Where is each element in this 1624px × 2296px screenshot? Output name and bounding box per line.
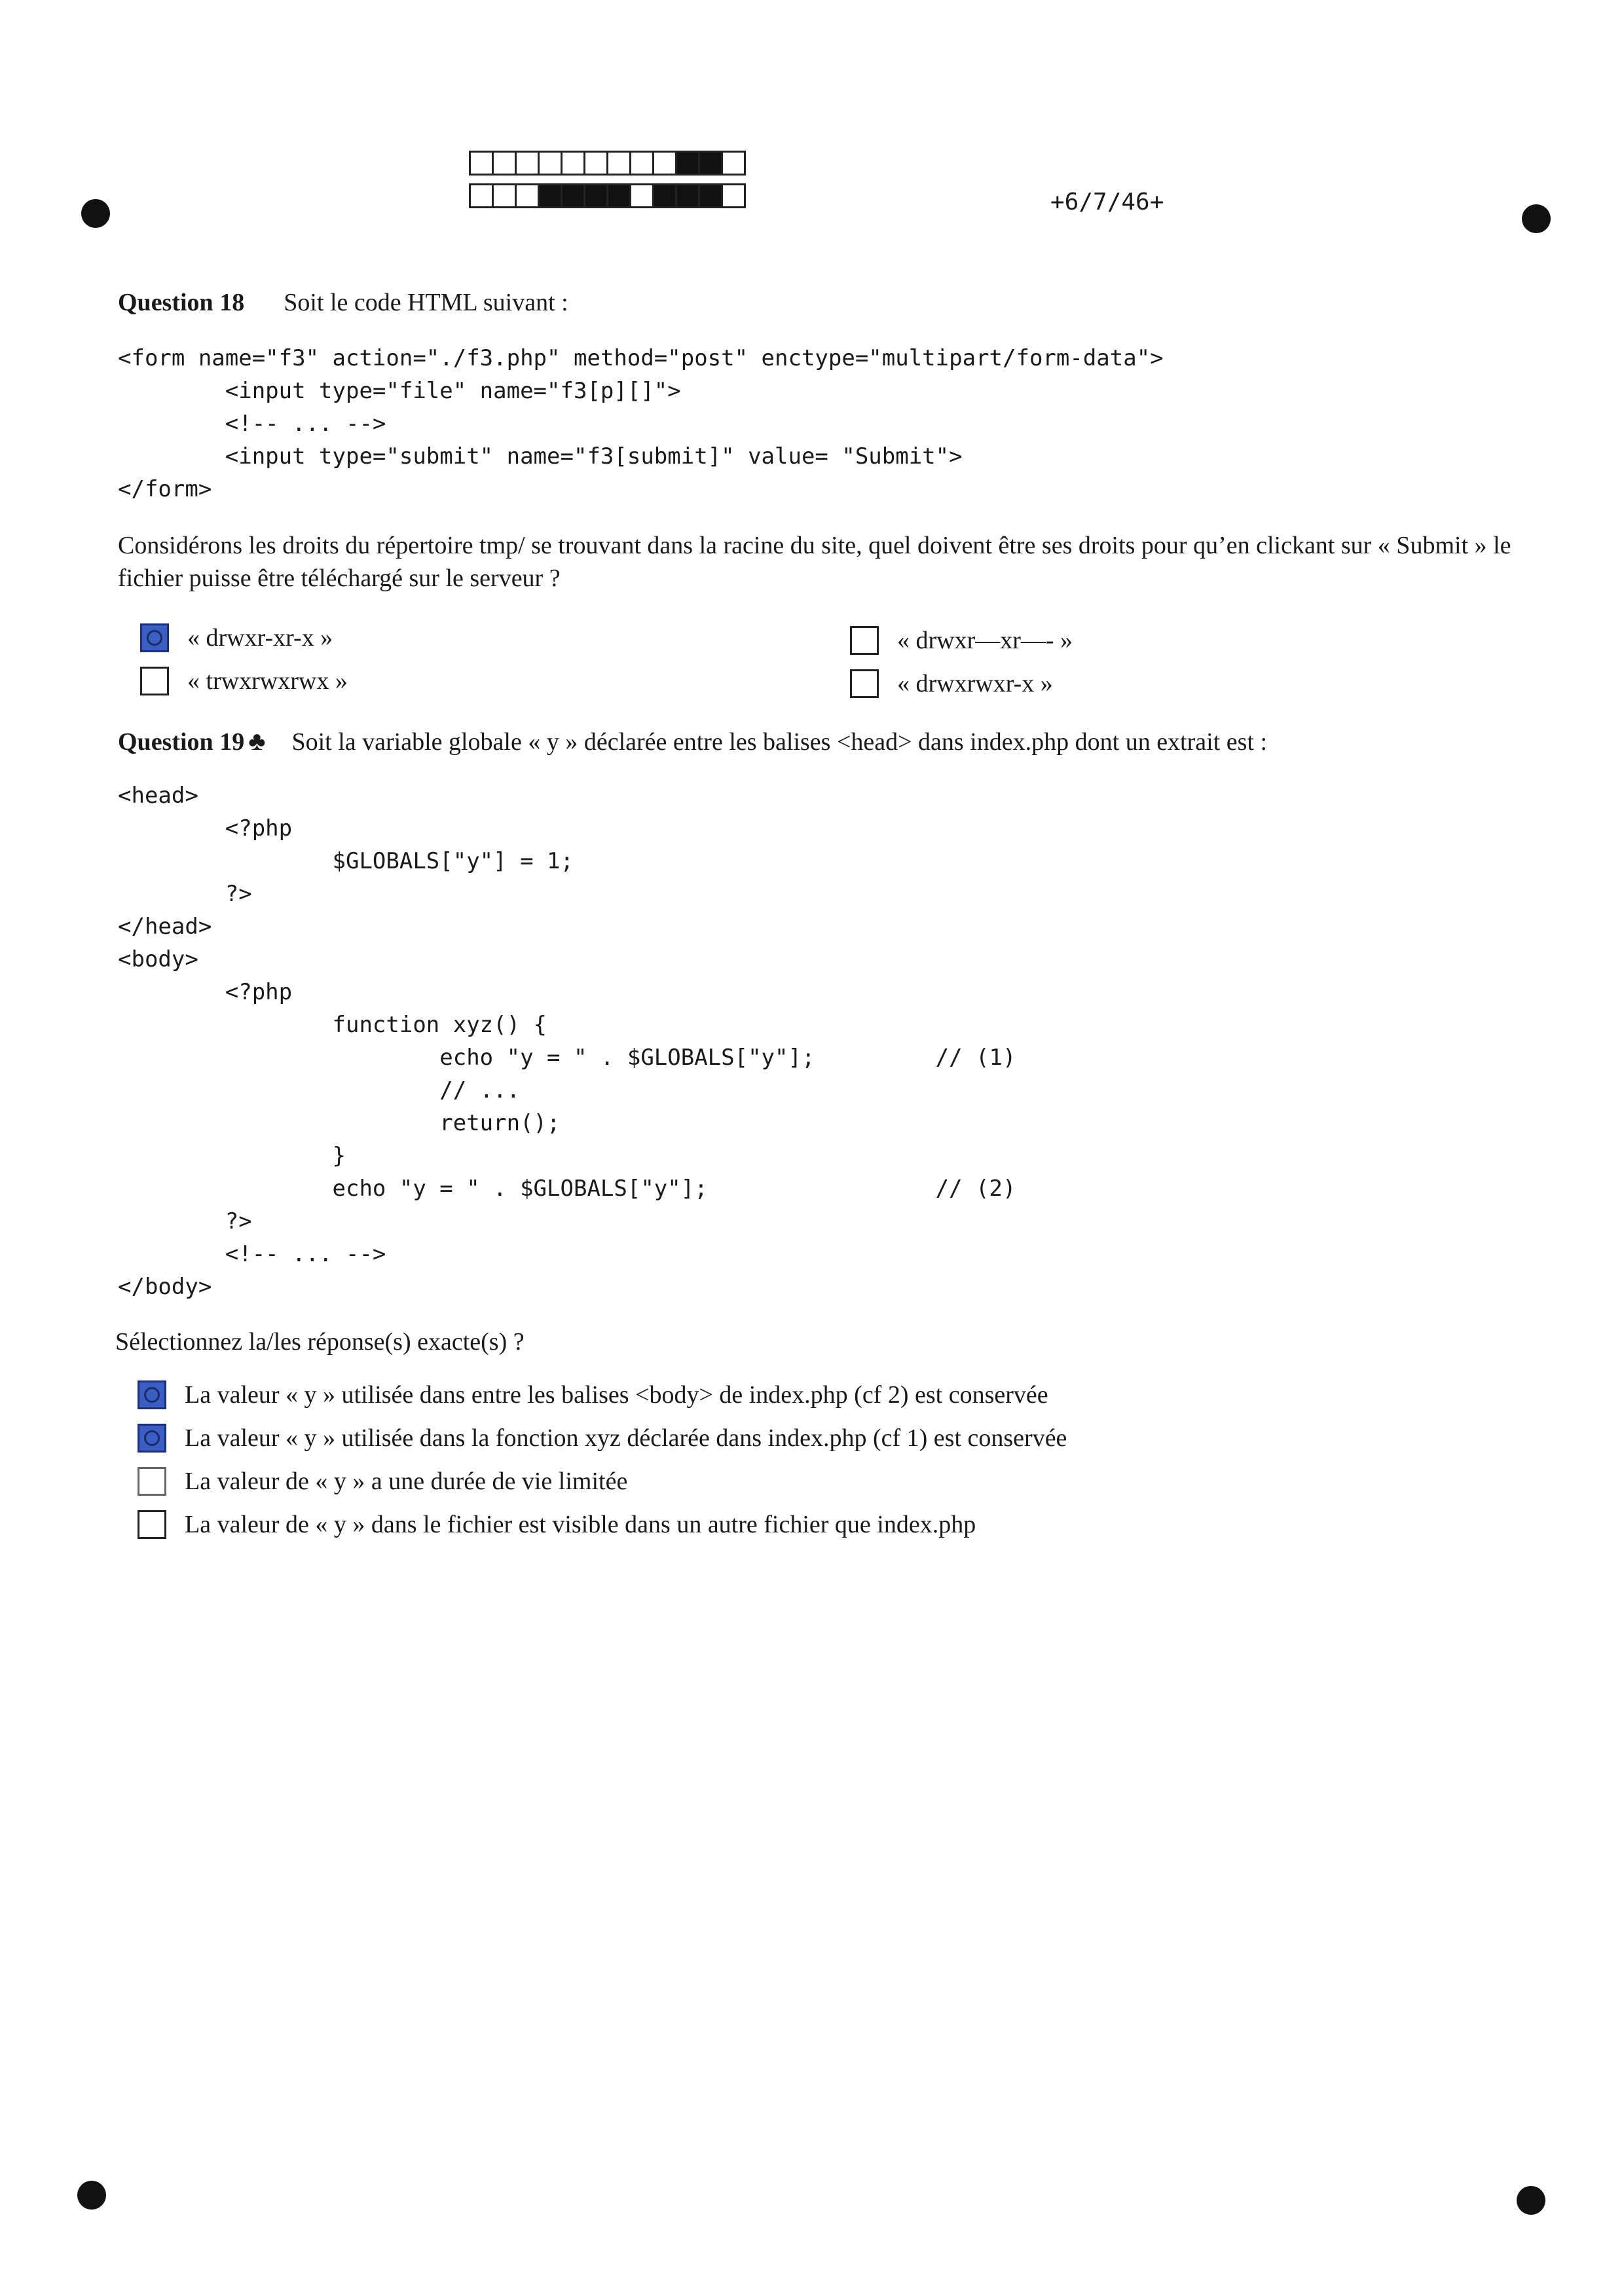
q19-option-4[interactable] <box>138 1510 976 1539</box>
question-18-text: Considérons les droits du répertoire tmp/ se trouvant dans la racine du site, quel doivent être ses droits pour qu’en clickant sur « Submit » le fichier puisse être téléchargé sur le serveur ? <box>118 532 1511 592</box>
question-19-code: <head> <?php $GLOBALS["y"] = 1; ?> </head> <body> <?php function xyz() { echo "y = " . $GLOBALS["y"]; // (1) // ... return(); } echo "y = " . $GLOBALS["y"]; // (2) ?> <!-- ... --> </body> <box>118 783 1016 1300</box>
q19-option-4-label: La valeur de « y » dans le fichier est visible dans un autre fichier que index.php <box>185 1511 976 1538</box>
barcode-cell <box>561 183 585 208</box>
page-identifier: +6/7/46+ <box>1050 189 1164 215</box>
q18-option-3[interactable] <box>140 667 348 695</box>
q19-option-3-label: La valeur de « y » a une durée de vie limitée <box>185 1468 628 1495</box>
barcode-cell <box>606 183 631 208</box>
registration-mark-bottom-left <box>77 2181 106 2210</box>
barcode-cell <box>538 183 563 208</box>
q18-option-2-label: « drwxr—xr—- » <box>897 627 1073 654</box>
question-19-label: Question 19 <box>118 728 245 756</box>
barcode-cell <box>698 183 723 208</box>
q19-option-2-label: La valeur « y » utilisée dans la fonction xyz déclarée dans index.php (cf 1) est conservée <box>185 1424 1067 1452</box>
q18-option-4-label: « drwxrwxr-x » <box>897 670 1053 697</box>
barcode-cell <box>606 151 631 176</box>
q18-option-1-checkbox[interactable] <box>140 623 169 652</box>
q19-option-1-checkbox[interactable] <box>138 1380 166 1409</box>
barcode-cell <box>721 183 746 208</box>
id-barcode-row-2 <box>469 183 744 208</box>
barcode-cell <box>515 151 540 176</box>
q18-option-3-label: « trwxrwxrwx » <box>187 667 348 695</box>
q18-option-4-checkbox[interactable] <box>850 669 879 698</box>
question-19-prompt: Soit la variable globale « y » déclarée entre les balises <head> dans index.php dont un extrait est : <box>291 728 1268 756</box>
q19-option-1[interactable] <box>138 1380 1048 1409</box>
barcode-cell <box>583 183 608 208</box>
question-18-header <box>118 288 568 317</box>
barcode-cell <box>675 183 700 208</box>
barcode-cell <box>538 151 563 176</box>
barcode-cell <box>492 183 517 208</box>
barcode-cell <box>492 151 517 176</box>
question-19-instruction: Sélectionnez la/les réponse(s) exacte(s) ? <box>115 1328 525 1356</box>
barcode-cell <box>721 151 746 176</box>
q18-option-4[interactable] <box>850 669 1053 698</box>
barcode-cell <box>629 151 654 176</box>
q18-option-2-checkbox[interactable] <box>850 626 879 655</box>
barcode-cell <box>469 151 494 176</box>
q18-option-2[interactable] <box>850 626 1073 655</box>
q19-option-2[interactable] <box>138 1424 1067 1453</box>
barcode-cell <box>675 151 700 176</box>
q19-option-3[interactable] <box>138 1467 627 1496</box>
barcode-cell <box>583 151 608 176</box>
barcode-cell <box>652 151 677 176</box>
question-19-header <box>118 726 1267 756</box>
registration-mark-top-left <box>81 199 110 228</box>
barcode-cell <box>698 151 723 176</box>
id-barcode-row-1 <box>469 151 744 176</box>
registration-mark-bottom-right <box>1517 2186 1545 2215</box>
question-18-prompt: Soit le code HTML suivant : <box>284 289 568 316</box>
q18-option-3-checkbox[interactable] <box>140 667 169 695</box>
q19-option-4-checkbox[interactable] <box>138 1510 166 1539</box>
q19-option-2-checkbox[interactable] <box>138 1424 166 1453</box>
question-18-code: <form name="f3" action="./f3.php" method="post" enctype="multipart/form-data"> <input type="file" name="f3[p][]"> <!-- ... --> <input type="submit" name="f3[submit]" value= "Submit"> </form> <box>118 345 1164 502</box>
q19-option-3-checkbox[interactable] <box>138 1467 166 1496</box>
barcode-cell <box>629 183 654 208</box>
barcode-cell <box>561 151 585 176</box>
barcode-cell <box>469 183 494 208</box>
barcode-cell <box>652 183 677 208</box>
question-18-label: Question 18 <box>118 289 245 316</box>
q19-option-1-label: La valeur « y » utilisée dans entre les balises <body> de index.php (cf 2) est conservée <box>185 1381 1048 1409</box>
club-marker-icon: ♣ <box>248 726 266 756</box>
q18-option-1[interactable] <box>140 623 333 652</box>
registration-mark-top-right <box>1522 204 1551 233</box>
q18-option-1-label: « drwxr-xr-x » <box>187 624 333 652</box>
barcode-cell <box>515 183 540 208</box>
